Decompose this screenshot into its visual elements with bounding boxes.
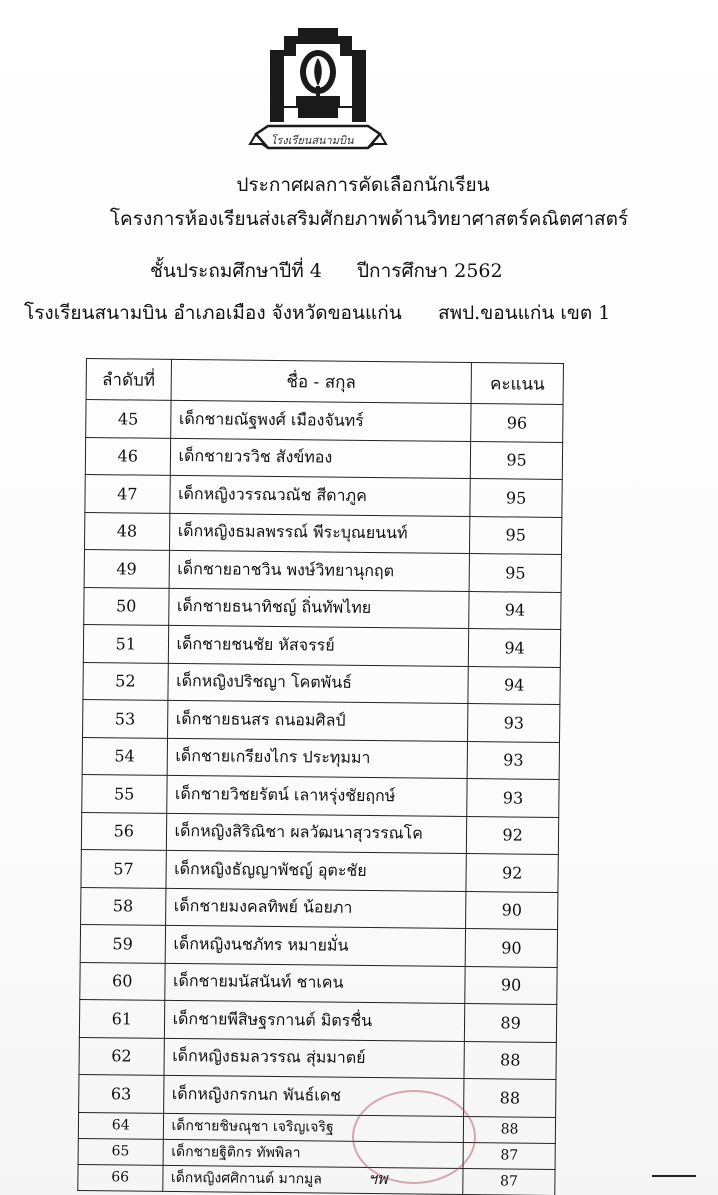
table-row — [86, 400, 563, 442]
score-cell: 95 — [469, 554, 561, 592]
table-row — [83, 662, 560, 704]
name-cell: เด็กชายชิษณุชา เจริญเจริฐ — [163, 1113, 464, 1142]
table-row — [84, 512, 561, 554]
name-cell: เด็กชายณัฐพงศ์ เมืองจันทร์ — [170, 400, 471, 441]
table-row — [85, 474, 562, 516]
school-name: โรงเรียนสนามบิน อำเภอเมือง จังหวัดขอนแก่น — [24, 302, 402, 324]
table-row — [83, 624, 560, 666]
score-cell: 90 — [466, 891, 558, 929]
score-cell: 93 — [467, 779, 559, 817]
score-cell: 88 — [464, 1116, 556, 1143]
program-title: โครงการห้องเรียนส่งเสริมศักยภาพด้านวิทยาศาสตร์คณิตศาสตร์ — [109, 208, 629, 230]
score-cell: 87 — [463, 1168, 555, 1195]
score-cell: 94 — [469, 591, 561, 629]
rank-cell: 54 — [82, 737, 167, 775]
announcement-title: ประกาศผลการคัดเลือกนักเรียน — [236, 174, 490, 196]
academic-year: ปีการศึกษา 2562 — [357, 260, 503, 282]
name-cell: เด็กชายธนสร ถนอมศิลป์ — [167, 700, 468, 741]
rank-cell: 53 — [83, 699, 168, 737]
table-row — [81, 887, 558, 929]
score-cell: 92 — [467, 816, 559, 854]
name-cell: เด็กหญิงปริชญา โคตพันธ์ — [167, 663, 468, 704]
table-row — [81, 849, 558, 891]
rank-cell: 46 — [85, 437, 170, 475]
name-cell: เด็กชายพีสิษฐรกานต์ มิตรชื่น — [164, 1000, 465, 1041]
column-header-name: ชื่อ - สกุล — [171, 359, 472, 403]
score-cell: 88 — [464, 1041, 556, 1079]
results-table — [77, 358, 564, 1195]
score-cell: 96 — [471, 404, 563, 442]
logo-ribbon-text: โรงเรียนสนามบิน — [270, 134, 354, 147]
rank-cell: 64 — [78, 1112, 163, 1139]
table-row — [79, 999, 556, 1041]
score-cell: 92 — [466, 854, 558, 892]
score-cell: 87 — [463, 1142, 555, 1169]
rank-cell: 47 — [85, 474, 170, 512]
rank-cell: 63 — [79, 1074, 164, 1112]
table-row — [82, 774, 559, 816]
rank-cell: 62 — [79, 1037, 164, 1075]
name-cell: เด็กหญิงศศิกานต์ มากมูล — [162, 1165, 463, 1194]
rank-cell: 52 — [83, 662, 168, 700]
results-table-body — [78, 400, 563, 1195]
table-row — [81, 812, 558, 854]
score-cell: 95 — [470, 441, 562, 479]
column-header-score: คะแนน — [471, 363, 563, 405]
column-header-rank: ลำดับที่ — [86, 359, 171, 401]
name-cell: เด็กชายชนชัย หัสจรรย์ — [168, 625, 469, 666]
rank-cell: 60 — [80, 962, 165, 1000]
rank-cell: 50 — [84, 587, 169, 625]
score-cell: 94 — [469, 629, 561, 667]
rank-cell: 61 — [79, 999, 164, 1037]
name-cell: เด็กชายมงคลทิพย์ น้อยภา — [165, 888, 466, 929]
rank-cell: 45 — [86, 400, 171, 438]
name-cell: เด็กชายวรวิช สังข์ทอง — [170, 438, 471, 479]
grade-level: ชั้นประถมศึกษาปีที่ 4 — [150, 260, 322, 282]
name-cell: เด็กชายมนัสนันท์ ชาเคน — [164, 963, 465, 1004]
rank-cell: 55 — [82, 774, 167, 812]
score-cell: 89 — [465, 1004, 557, 1042]
name-cell: เด็กหญิงกรกนก พันธ์เดช — [163, 1075, 464, 1116]
signature-fragment: ฯพ — [368, 1169, 388, 1188]
table-row — [79, 1074, 556, 1116]
table-row — [83, 699, 560, 741]
score-cell: 94 — [468, 666, 560, 704]
score-cell: 95 — [470, 479, 562, 517]
rank-cell: 57 — [81, 849, 166, 887]
score-cell: 90 — [465, 966, 557, 1004]
name-cell: เด็กชายฐิติกร ทัพพิลา — [163, 1139, 464, 1168]
name-cell: เด็กหญิงนชภัทร หมายมั่น — [165, 925, 466, 966]
name-cell: เด็กชายเกรียงไกร ประทุมมา — [167, 738, 468, 779]
name-cell: เด็กหญิงธมลพรรณ์ พีระบุณยนนท์ — [169, 513, 470, 554]
table-row — [79, 1037, 556, 1079]
table-header-row — [86, 359, 563, 405]
rank-cell: 49 — [84, 549, 169, 587]
table-row — [80, 962, 557, 1004]
name-cell: เด็กหญิงวรรณวณัช สีดาภูค — [169, 475, 470, 516]
table-row — [85, 437, 562, 479]
rank-cell: 59 — [80, 924, 165, 962]
rank-cell: 51 — [83, 624, 168, 662]
name-cell: เด็กชายอาชวิน พงษ์วิทยานุกฤต — [169, 550, 470, 591]
rank-cell: 48 — [84, 512, 169, 550]
score-cell: 90 — [465, 929, 557, 967]
table-row — [84, 587, 561, 629]
score-cell: 93 — [468, 704, 560, 742]
name-cell: เด็กหญิงสิริณิชา ผลวัฒนาสุวรรณโค — [166, 813, 467, 854]
rank-cell: 65 — [78, 1138, 163, 1165]
table-row — [78, 1164, 555, 1195]
rank-cell: 58 — [81, 887, 166, 925]
table-row — [80, 924, 557, 966]
name-cell: เด็กชายธนาทิชญ์ ถิ่นทัพไทย — [168, 588, 469, 629]
score-cell: 88 — [464, 1078, 556, 1116]
education-area: สพป.ขอนแก่น เขต 1 — [438, 302, 611, 324]
score-cell: 95 — [470, 516, 562, 554]
name-cell: เด็กชายวิชยรัตน์ เลาหรุ่งชัยฤกษ์ — [166, 775, 467, 816]
score-cell: 93 — [467, 741, 559, 779]
name-cell: เด็กหญิงธัญญาพัชญ์ อุตะชัย — [166, 850, 467, 891]
name-cell: เด็กหญิงธมลวรรณ สุ่มมาตย์ — [164, 1038, 465, 1079]
footer-dash — [652, 1175, 696, 1177]
rank-cell: 66 — [78, 1164, 163, 1191]
table-row — [82, 737, 559, 779]
rank-cell: 56 — [81, 812, 166, 850]
table-row — [84, 549, 561, 591]
